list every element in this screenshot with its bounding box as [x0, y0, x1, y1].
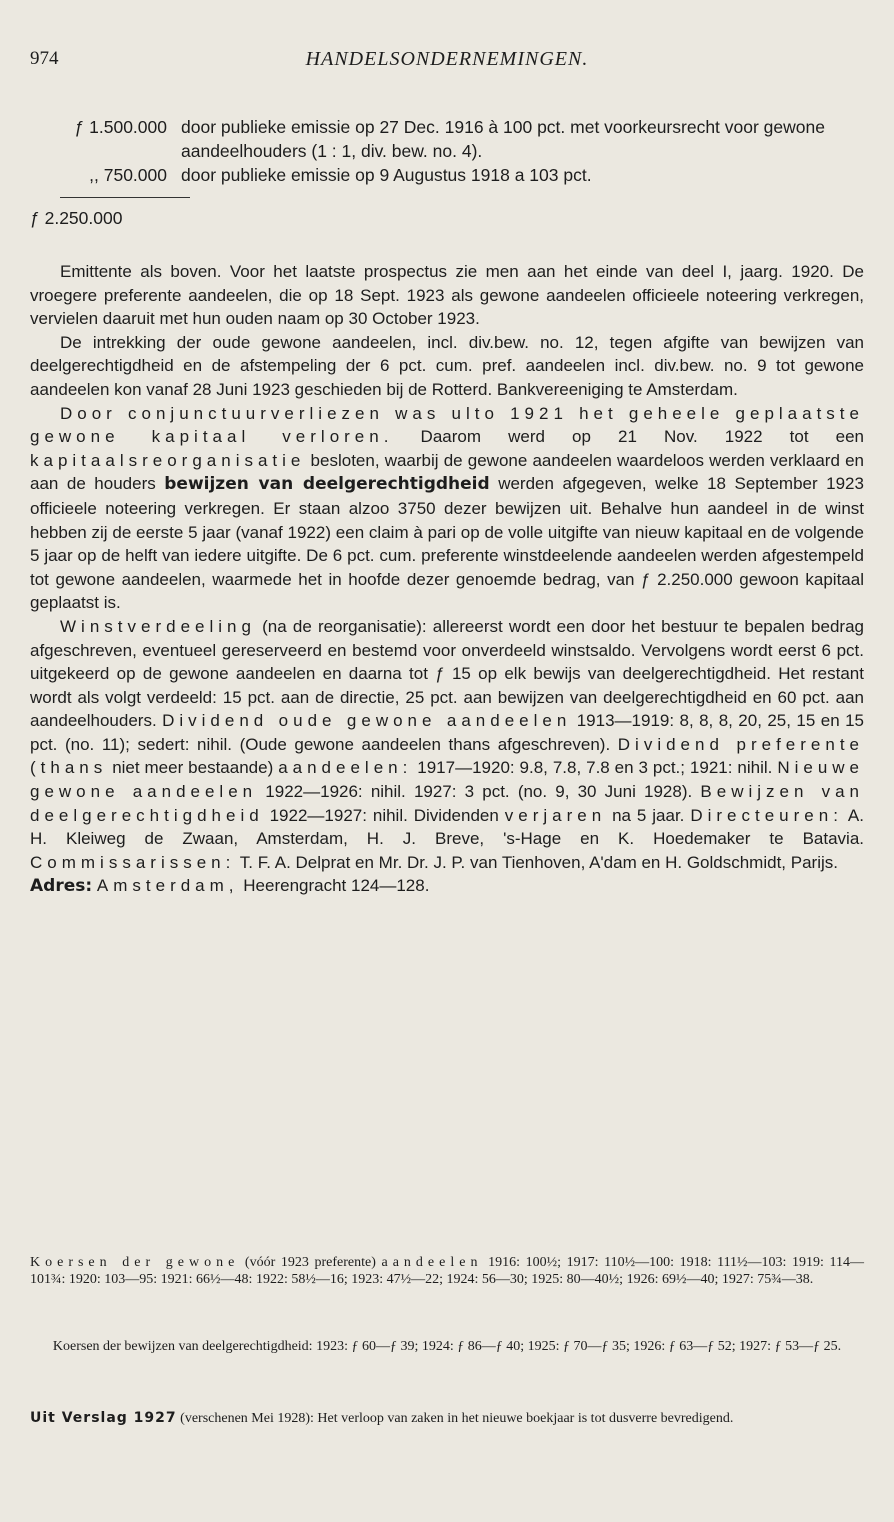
emission-row	[30, 115, 870, 163]
paragraph-profit: Winstverdeeling (na de reorganisatie): allereerst wordt een door het bestuur te bepalen bedrag afgeschreven, eventueel gereserveerd en bestemd voor onverdeeld winstsaldo. Vervolgens wordt eerst 6 pct. uitgekeerd op de gewone aandeelen en daarna tot ƒ 15 op elk bewijs van deelgerechtigdheid. Het restant wordt als volgt verdeeld: 15 pct. aan de directie, 25 pct. aan bewijzen van deelgerechtigdheid en 60 pct. aan aandeelhouders. Dividend oude gewone aandeelen 1913—1919: 8, 8, 8, 20, 25, 15 en 15 pct. (no. 11); sedert: nihil. (Oude gewone aandeelen thans afgeschreven). Dividend preferente (thans niet meer bestaande) aandeelen: 1917—1920: 9.8, 7.8, 7.8 en 3 pct.; 1921: nihil. Nieuwe gewone aandeelen 1922—1926: nihil. 1927: 3 pct. (no. 9, 30 Juni 1928). Bewijzen van deelgerechtigdheid 1922—1927: nihil. Dividenden verjaren na 5 jaar. Directeuren: A. H. Kleiweg de Zwaan, Amsterdam, H. J. Breve, 's-Hage en K. Hoedemaker te Batavia. Commissarissen: T. F. A. Delprat en Mr. Dr. J. P. van Tienhoven, A'dam en H. Goldschmidt, Parijs.	[30, 616, 865, 872]
price-block-shares: Koersen der gewone (vóór 1923 preferente) aandeelen 1916: 100½; 1917: 110½—100: 1918: 111½—103: 1919: 114—101¾: 1920: 103—95: 1921: 66½—48: 1922: 58½—16; 1923: 47½—22; 1924: 56—30; 1925: 80—40½; 1926: 69½—40; 1927: 75¾—38.	[30, 1255, 865, 1287]
emission-description: door publieke emissie op 27 Dec. 1916 à 100 pct. met voorkeursrecht voor gewone aandeelhouders (1 : 1, div. bew. no. 4).	[181, 117, 825, 161]
paragraph-reorganisation: Door conjunctuurverliezen was ulto 1921 het geheele geplaatste gewone kapitaal verloren. Daarom werd op 21 Nov. 1922 tot een kapitaalsreorganisatie besloten, waarbij de gewone aandeelen waardeloos werden verklaard en aan de houders bewijzen van deelgerechtigdheid werden afgegeven, welke 18 September 1923 officieele noteering verkregen. Er staan alzoo 3750 dezer bewijzen uit. Behalve hun aandeel in de winst hebben zij de eerste 5 jaar (vanaf 1922) een claim à pari op de volle uitgifte van nieuw kapitaal en de volgende 5 jaar op de helft van iedere uitgifte. De 6 pct. cum. preferente winstdeelende aandeelen werden afgestempeld tot gewone aandeelen, waarmede het in hoofde dezer genoemde bedrag, van ƒ 2.250.000 gewoon kapitaal geplaatst is.	[30, 403, 865, 613]
emission-amount: ƒ 1.500.000	[74, 117, 167, 137]
emission-description: door publieke emissie op 9 Augustus 1918 a 103 pct.	[181, 165, 592, 185]
total-rule	[60, 197, 190, 198]
paragraph-withdrawal: De intrekking der oude gewone aandeelen, incl. div.bew. no. 12, tegen afgifte van bewijzen van deelgerechtigdheid en de afstempeling der 6 pct. cum. pref. aandeelen incl. div.bew. no. 9 tot gewone aandeelen kon vanaf 28 Juni 1923 geschieden bij de Rotterd. Bankvereeniging te Amsterdam.	[30, 332, 864, 399]
emission-amount: ,, 750.000	[89, 165, 167, 185]
paragraph-issuer: Emittente als boven. Voor het laatste prospectus zie men aan het einde van deel I, jaarg. 1920. De vroegere preferente aandeelen, die op 18 Sept. 1923 als gewone aandeelen officieele noteering verkregen, vervielen daaruit met hun ouden naam op 30 October 1923.	[30, 262, 864, 329]
page-number: 974	[30, 48, 59, 69]
emission-row	[30, 163, 870, 187]
price-block-certificates: Koersen der bewijzen van deelgerechtigdheid: 1923: ƒ 60—ƒ 39; 1924: ƒ 86—ƒ 40; 1925: ƒ 70—ƒ 35; 1926: ƒ 63—ƒ 52; 1927: ƒ 53—ƒ 25.	[52, 1339, 842, 1354]
paragraph-address: Adres: Amsterdam, Heerengracht 124—128.	[30, 876, 430, 897]
emission-total-row	[30, 206, 870, 230]
body-text	[30, 260, 864, 899]
running-title: HANDELSONDERNEMINGEN.	[305, 48, 589, 70]
page-header	[30, 48, 864, 78]
emission-total: ƒ 2.250.000	[30, 208, 123, 228]
annual-report-note: Uit Verslag 1927 (verschenen Mei 1928): Het verloop van zaken in het nieuwe boekjaar is tot dusverre bevredigend.	[30, 1410, 734, 1426]
emission-table	[30, 115, 870, 230]
